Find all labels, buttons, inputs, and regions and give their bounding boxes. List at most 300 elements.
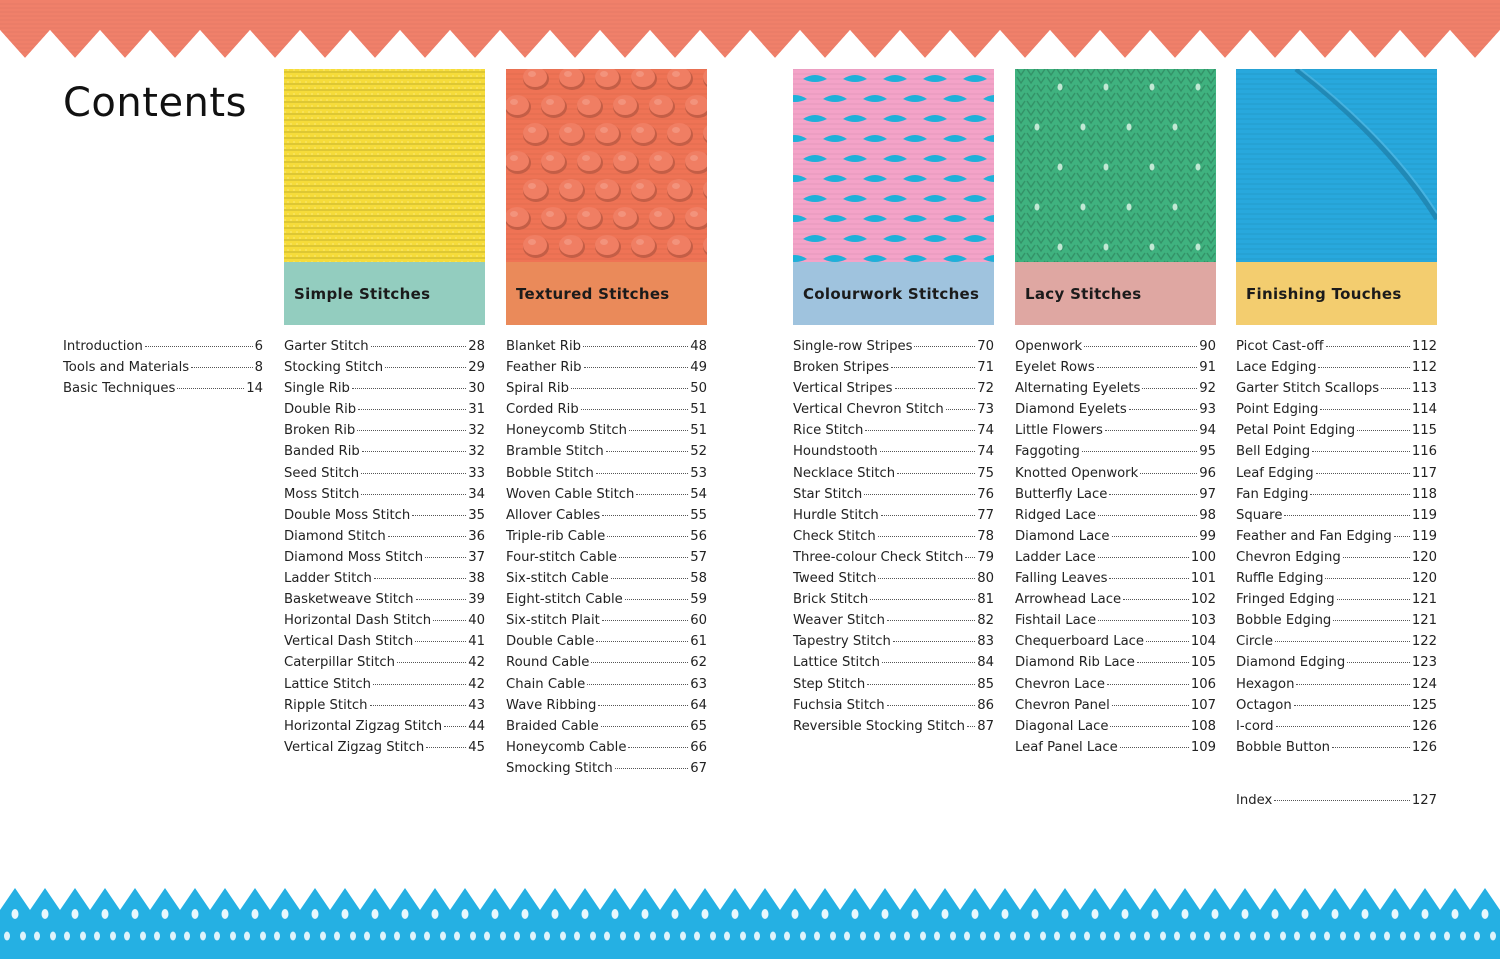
garter-highlight bbox=[443, 153, 445, 155]
eyelet-hole bbox=[1122, 909, 1129, 919]
toc-entry[interactable] bbox=[506, 487, 707, 508]
toc-entry-page: 106 bbox=[1190, 676, 1216, 692]
garter-highlight bbox=[440, 135, 442, 137]
garter-highlight bbox=[335, 177, 337, 179]
toc-entry[interactable] bbox=[793, 444, 994, 465]
garter-highlight bbox=[404, 111, 406, 113]
garter-highlight bbox=[371, 213, 373, 215]
garter-highlight bbox=[329, 165, 331, 167]
toc-entry-page: 37 bbox=[468, 549, 485, 565]
toc-entry[interactable] bbox=[793, 423, 994, 444]
garter-highlight bbox=[359, 81, 361, 83]
garter-highlight bbox=[434, 75, 436, 77]
toc-entry-title: I-cord bbox=[1236, 718, 1274, 734]
garter-highlight bbox=[314, 255, 316, 257]
garter-highlight bbox=[302, 243, 304, 245]
garter-highlight bbox=[410, 183, 412, 185]
toc-entry[interactable] bbox=[506, 381, 707, 402]
garter-highlight bbox=[422, 219, 424, 221]
toc-entry[interactable] bbox=[1236, 444, 1437, 465]
eyelet-hole bbox=[1250, 932, 1256, 941]
garter-highlight bbox=[389, 153, 391, 155]
toc-dot-leader bbox=[1312, 451, 1410, 452]
toc-entry[interactable] bbox=[1015, 402, 1216, 423]
toc-entry[interactable] bbox=[284, 444, 485, 465]
garter-highlight bbox=[335, 189, 337, 191]
toc-entry-title: Six-stitch Plait bbox=[506, 613, 600, 629]
toc-entry[interactable] bbox=[1015, 508, 1216, 529]
toc-dot-leader bbox=[611, 578, 689, 579]
toc-entry[interactable] bbox=[284, 719, 485, 740]
garter-highlight bbox=[461, 237, 463, 239]
eyelet-hole bbox=[410, 932, 416, 941]
garter-highlight bbox=[389, 117, 391, 119]
garter-highlight bbox=[470, 147, 472, 149]
lace-eyelet bbox=[1058, 164, 1063, 171]
toc-dot-leader bbox=[1381, 388, 1410, 389]
eyelet-hole bbox=[42, 909, 49, 919]
garter-highlight bbox=[479, 225, 481, 227]
toc-entry[interactable] bbox=[506, 360, 707, 381]
eyelet-hole bbox=[34, 932, 40, 941]
garter-highlight bbox=[470, 99, 472, 101]
toc-entry[interactable] bbox=[506, 761, 707, 782]
garter-highlight bbox=[482, 159, 484, 161]
garter-highlight bbox=[395, 141, 397, 143]
toc-entry[interactable] bbox=[506, 655, 707, 676]
toc-entry[interactable] bbox=[506, 466, 707, 487]
eyelet-hole bbox=[1310, 932, 1316, 941]
garter-highlight bbox=[365, 153, 367, 155]
toc-entry[interactable] bbox=[506, 339, 707, 360]
garter-highlight bbox=[299, 225, 301, 227]
garter-highlight bbox=[314, 171, 316, 173]
toc-entry[interactable] bbox=[1015, 613, 1216, 634]
garter-highlight bbox=[464, 219, 466, 221]
garter-highlight bbox=[326, 147, 328, 149]
garter-highlight bbox=[335, 225, 337, 227]
toc-dot-leader bbox=[598, 705, 688, 706]
toc-entry[interactable] bbox=[1015, 423, 1216, 444]
toc-dot-leader bbox=[881, 515, 975, 516]
toc-entry[interactable] bbox=[63, 339, 263, 360]
garter-highlight bbox=[353, 249, 355, 251]
toc-entry[interactable] bbox=[506, 508, 707, 529]
garter-highlight bbox=[404, 75, 406, 77]
garter-highlight bbox=[482, 231, 484, 233]
garter-highlight bbox=[404, 99, 406, 101]
garter-highlight bbox=[389, 201, 391, 203]
garter-highlight bbox=[317, 129, 319, 131]
garter-highlight bbox=[428, 183, 430, 185]
garter-highlight bbox=[362, 171, 364, 173]
toc-entry[interactable] bbox=[284, 339, 485, 360]
toc-entry[interactable] bbox=[284, 487, 485, 508]
garter-highlight bbox=[458, 243, 460, 245]
garter-highlight bbox=[296, 147, 298, 149]
toc-entry-page: 102 bbox=[1190, 592, 1216, 608]
garter-highlight bbox=[356, 159, 358, 161]
toc-entry-page: 74 bbox=[977, 444, 994, 460]
garter-highlight bbox=[320, 195, 322, 197]
toc-entry[interactable] bbox=[793, 634, 994, 655]
toc-entry[interactable] bbox=[506, 550, 707, 571]
toc-entry-page: 59 bbox=[690, 592, 707, 608]
bobble bbox=[667, 123, 691, 143]
toc-dot-leader bbox=[433, 620, 466, 621]
garter-highlight bbox=[290, 147, 292, 149]
garter-highlight bbox=[299, 81, 301, 83]
garter-highlight bbox=[437, 141, 439, 143]
toc-entry[interactable] bbox=[506, 740, 707, 761]
toc-entry[interactable] bbox=[793, 508, 994, 529]
toc-entry[interactable] bbox=[506, 592, 707, 613]
toc-entry[interactable] bbox=[506, 402, 707, 423]
garter-highlight bbox=[350, 183, 352, 185]
garter-highlight bbox=[422, 75, 424, 77]
garter-highlight bbox=[389, 141, 391, 143]
toc-entry[interactable] bbox=[793, 592, 994, 613]
toc-entry[interactable] bbox=[284, 466, 485, 487]
eyelet-hole bbox=[140, 932, 146, 941]
toc-entry[interactable] bbox=[1236, 571, 1437, 592]
garter-highlight bbox=[434, 111, 436, 113]
garter-highlight bbox=[413, 129, 415, 131]
garter-highlight bbox=[347, 201, 349, 203]
garter-highlight bbox=[356, 87, 358, 89]
garter-highlight bbox=[326, 243, 328, 245]
toc-entry[interactable] bbox=[1015, 719, 1216, 740]
garter-highlight bbox=[344, 171, 346, 173]
toc-entry[interactable] bbox=[284, 592, 485, 613]
eyelet-hole bbox=[1174, 932, 1180, 941]
toc-entry[interactable] bbox=[1015, 381, 1216, 402]
toc-entry[interactable] bbox=[1236, 508, 1437, 529]
garter-highlight bbox=[431, 177, 433, 179]
toc-entry[interactable] bbox=[506, 677, 707, 698]
toc-entry[interactable] bbox=[284, 529, 485, 550]
garter-highlight bbox=[479, 261, 481, 262]
toc-entry[interactable] bbox=[506, 423, 707, 444]
section-label-textured-stitches: Textured Stitches bbox=[506, 262, 707, 325]
garter-highlight bbox=[392, 195, 394, 197]
bobble-highlight bbox=[618, 211, 626, 217]
garter-highlight bbox=[377, 261, 379, 262]
garter-highlight bbox=[326, 75, 328, 77]
toc-entry[interactable] bbox=[506, 571, 707, 592]
toc-entry[interactable] bbox=[793, 550, 994, 571]
toc-entry[interactable] bbox=[1236, 592, 1437, 613]
toc-entry[interactable] bbox=[284, 634, 485, 655]
garter-highlight bbox=[416, 195, 418, 197]
garter-highlight bbox=[464, 147, 466, 149]
toc-entry[interactable] bbox=[793, 677, 994, 698]
toc-entry[interactable] bbox=[793, 360, 994, 381]
garter-highlight bbox=[401, 165, 403, 167]
garter-highlight bbox=[413, 153, 415, 155]
garter-highlight bbox=[419, 249, 421, 251]
garter-highlight bbox=[323, 249, 325, 251]
garter-highlight bbox=[311, 165, 313, 167]
toc-entry[interactable] bbox=[506, 529, 707, 550]
garter-highlight bbox=[323, 189, 325, 191]
toc-dot-leader bbox=[1332, 747, 1410, 748]
garter-highlight bbox=[449, 177, 451, 179]
garter-highlight bbox=[365, 69, 367, 71]
garter-highlight bbox=[287, 165, 289, 167]
garter-highlight bbox=[416, 135, 418, 137]
toc-entry-page: 86 bbox=[977, 697, 994, 713]
garter-highlight bbox=[374, 111, 376, 113]
toc-entry[interactable] bbox=[793, 381, 994, 402]
garter-highlight bbox=[374, 135, 376, 137]
toc-entry[interactable] bbox=[1236, 487, 1437, 508]
toc-entry[interactable] bbox=[506, 698, 707, 719]
garter-highlight bbox=[437, 225, 439, 227]
garter-highlight bbox=[305, 225, 307, 227]
toc-entry[interactable] bbox=[284, 613, 485, 634]
bobble-highlight bbox=[636, 183, 644, 189]
garter-highlight bbox=[476, 159, 478, 161]
toc-entry[interactable] bbox=[1236, 402, 1437, 423]
toc-entry[interactable] bbox=[793, 339, 994, 360]
garter-highlight bbox=[311, 189, 313, 191]
garter-highlight bbox=[344, 123, 346, 125]
toc-entry[interactable] bbox=[793, 466, 994, 487]
toc-entry[interactable] bbox=[284, 655, 485, 676]
bobble-highlight bbox=[510, 155, 518, 161]
garter-highlight bbox=[317, 261, 319, 262]
eyelet-hole bbox=[372, 909, 379, 919]
garter-highlight bbox=[302, 87, 304, 89]
toc-entry[interactable] bbox=[1236, 550, 1437, 571]
toc-entry[interactable] bbox=[1015, 339, 1216, 360]
garter-highlight bbox=[476, 135, 478, 137]
toc-entry[interactable] bbox=[1236, 613, 1437, 634]
toc-entry[interactable] bbox=[793, 402, 994, 423]
toc-entry[interactable] bbox=[63, 381, 263, 402]
garter-highlight bbox=[449, 105, 451, 107]
toc-entry[interactable] bbox=[1015, 740, 1216, 761]
garter-highlight bbox=[374, 219, 376, 221]
garter-highlight bbox=[290, 219, 292, 221]
garter-highlight bbox=[422, 147, 424, 149]
toc-entry[interactable] bbox=[1015, 550, 1216, 571]
garter-highlight bbox=[374, 255, 376, 257]
garter-highlight bbox=[326, 171, 328, 173]
toc-entry[interactable] bbox=[1236, 634, 1437, 655]
toc-dot-leader bbox=[1120, 747, 1189, 748]
toc-entry[interactable] bbox=[284, 381, 485, 402]
eyelet-hole bbox=[184, 932, 190, 941]
garter-highlight bbox=[296, 231, 298, 233]
garter-highlight bbox=[314, 135, 316, 137]
bobble-highlight bbox=[690, 155, 698, 161]
toc-entry[interactable] bbox=[506, 719, 707, 740]
garter-highlight bbox=[308, 207, 310, 209]
toc-entry[interactable] bbox=[284, 740, 485, 761]
garter-highlight bbox=[473, 201, 475, 203]
garter-highlight bbox=[287, 177, 289, 179]
toc-entry[interactable] bbox=[1236, 360, 1437, 381]
toc-dot-leader bbox=[1112, 705, 1189, 706]
garter-highlight bbox=[311, 117, 313, 119]
toc-dot-leader bbox=[1333, 620, 1410, 621]
toc-entry[interactable] bbox=[1015, 360, 1216, 381]
toc-entry[interactable] bbox=[284, 677, 485, 698]
garter-highlight bbox=[362, 219, 364, 221]
toc-entry[interactable] bbox=[793, 698, 994, 719]
bobble-highlight bbox=[510, 99, 518, 105]
garter-highlight bbox=[440, 147, 442, 149]
toc-entry[interactable] bbox=[284, 360, 485, 381]
toc-entry[interactable] bbox=[284, 402, 485, 423]
section-card-lacy-stitches[interactable] bbox=[1015, 69, 1216, 325]
toc-entry[interactable] bbox=[1236, 740, 1437, 761]
toc-entry-page: 70 bbox=[977, 339, 994, 354]
toc-entry[interactable] bbox=[1236, 466, 1437, 487]
garter-highlight bbox=[389, 225, 391, 227]
toc-entry-title: Vertical Stripes bbox=[793, 381, 893, 397]
garter-highlight bbox=[287, 213, 289, 215]
garter-highlight bbox=[347, 225, 349, 227]
garter-highlight bbox=[479, 81, 481, 83]
toc-entry[interactable] bbox=[1236, 339, 1437, 360]
toc-entry-title: Lattice Stitch bbox=[284, 676, 371, 692]
garter-highlight bbox=[464, 135, 466, 137]
toc-entry[interactable] bbox=[284, 508, 485, 529]
toc-entry[interactable] bbox=[1236, 677, 1437, 698]
garter-highlight bbox=[410, 243, 412, 245]
garter-highlight bbox=[368, 207, 370, 209]
garter-highlight bbox=[425, 249, 427, 251]
garter-highlight bbox=[425, 189, 427, 191]
garter-highlight bbox=[410, 231, 412, 233]
garter-highlight bbox=[482, 171, 484, 173]
toc-entry[interactable] bbox=[1236, 381, 1437, 402]
toc-entry-title: Four-stitch Cable bbox=[506, 549, 617, 565]
toc-entry[interactable] bbox=[1015, 487, 1216, 508]
toc-entry[interactable] bbox=[1015, 466, 1216, 487]
garter-highlight bbox=[431, 189, 433, 191]
garter-highlight bbox=[422, 87, 424, 89]
garter-highlight bbox=[401, 81, 403, 83]
toc-entry[interactable] bbox=[506, 613, 707, 634]
eyelet-hole bbox=[1422, 909, 1429, 919]
garter-highlight bbox=[320, 183, 322, 185]
toc-entry-page: 53 bbox=[690, 465, 707, 481]
bobble bbox=[577, 95, 601, 115]
garter-highlight bbox=[398, 171, 400, 173]
garter-highlight bbox=[407, 81, 409, 83]
garter-highlight bbox=[374, 231, 376, 233]
garter-highlight bbox=[344, 183, 346, 185]
garter-highlight bbox=[323, 117, 325, 119]
toc-entry[interactable] bbox=[793, 613, 994, 634]
toc-entry-page: 45 bbox=[468, 739, 485, 755]
garter-highlight bbox=[473, 69, 475, 71]
toc-entry-title: Feather Rib bbox=[506, 360, 582, 376]
toc-entry[interactable] bbox=[506, 634, 707, 655]
toc-entry[interactable] bbox=[284, 423, 485, 444]
garter-highlight bbox=[332, 75, 334, 77]
bobble bbox=[613, 207, 637, 227]
eyelet-hole bbox=[312, 909, 319, 919]
toc-entry[interactable] bbox=[284, 698, 485, 719]
toc-entry[interactable] bbox=[1015, 655, 1216, 676]
garter-highlight bbox=[320, 87, 322, 89]
toc-entry[interactable] bbox=[63, 360, 263, 381]
garter-highlight bbox=[383, 93, 385, 95]
toc-entry[interactable] bbox=[793, 655, 994, 676]
toc-dot-leader bbox=[1316, 473, 1410, 474]
garter-highlight bbox=[380, 135, 382, 137]
toc-entry[interactable] bbox=[1015, 698, 1216, 719]
toc-entry[interactable] bbox=[793, 529, 994, 550]
toc-entry[interactable] bbox=[1236, 655, 1437, 676]
lace-eyelet bbox=[1058, 84, 1063, 91]
garter-highlight bbox=[410, 171, 412, 173]
garter-highlight bbox=[332, 195, 334, 197]
toc-entry-page: 120 bbox=[1411, 549, 1437, 565]
toc-entry[interactable] bbox=[1236, 698, 1437, 719]
toc-entry[interactable] bbox=[1236, 423, 1437, 444]
toc-entry-title: Eight-stitch Cable bbox=[506, 592, 623, 608]
toc-entry[interactable] bbox=[1236, 793, 1437, 814]
section-card-finishing-touches[interactable] bbox=[1236, 69, 1437, 325]
garter-highlight bbox=[371, 81, 373, 83]
toc-entry[interactable] bbox=[284, 571, 485, 592]
toc-entry[interactable] bbox=[1015, 677, 1216, 698]
toc-entry-title: Chevron Lace bbox=[1015, 676, 1106, 692]
toc-entry[interactable] bbox=[1015, 571, 1216, 592]
garter-highlight bbox=[377, 177, 379, 179]
toc-entry[interactable] bbox=[284, 550, 485, 571]
toc-entry[interactable] bbox=[506, 444, 707, 465]
garter-highlight bbox=[359, 237, 361, 239]
garter-highlight bbox=[482, 123, 484, 125]
eyelet-hole bbox=[1152, 909, 1159, 919]
garter-highlight bbox=[467, 177, 469, 179]
garter-highlight bbox=[431, 249, 433, 251]
section-card-simple-stitches[interactable] bbox=[284, 69, 485, 325]
toc-entry[interactable] bbox=[1236, 719, 1437, 740]
toc-entry[interactable] bbox=[1236, 529, 1437, 550]
toc-entry[interactable] bbox=[1015, 444, 1216, 465]
garter-highlight bbox=[437, 237, 439, 239]
garter-highlight bbox=[443, 213, 445, 215]
eyelet-hole bbox=[1010, 932, 1016, 941]
toc-entry[interactable] bbox=[793, 719, 994, 740]
toc-entry[interactable] bbox=[793, 487, 994, 508]
toc-entry[interactable] bbox=[1015, 529, 1216, 550]
toc-entry[interactable] bbox=[1015, 592, 1216, 613]
garter-highlight bbox=[443, 69, 445, 71]
garter-highlight bbox=[422, 111, 424, 113]
eyelet-hole bbox=[852, 909, 859, 919]
toc-entry[interactable] bbox=[1015, 634, 1216, 655]
toc-entry-page: 126 bbox=[1411, 718, 1437, 734]
eyelet-hole bbox=[1324, 932, 1330, 941]
garter-highlight bbox=[299, 105, 301, 107]
section-card-textured-stitches[interactable] bbox=[506, 69, 707, 325]
section-card-colourwork-stitches[interactable] bbox=[793, 69, 994, 325]
garter-highlight bbox=[461, 165, 463, 167]
toc-entry-page: 87 bbox=[977, 718, 994, 734]
toc-entry[interactable] bbox=[793, 571, 994, 592]
garter-highlight bbox=[383, 141, 385, 143]
garter-highlight bbox=[347, 165, 349, 167]
